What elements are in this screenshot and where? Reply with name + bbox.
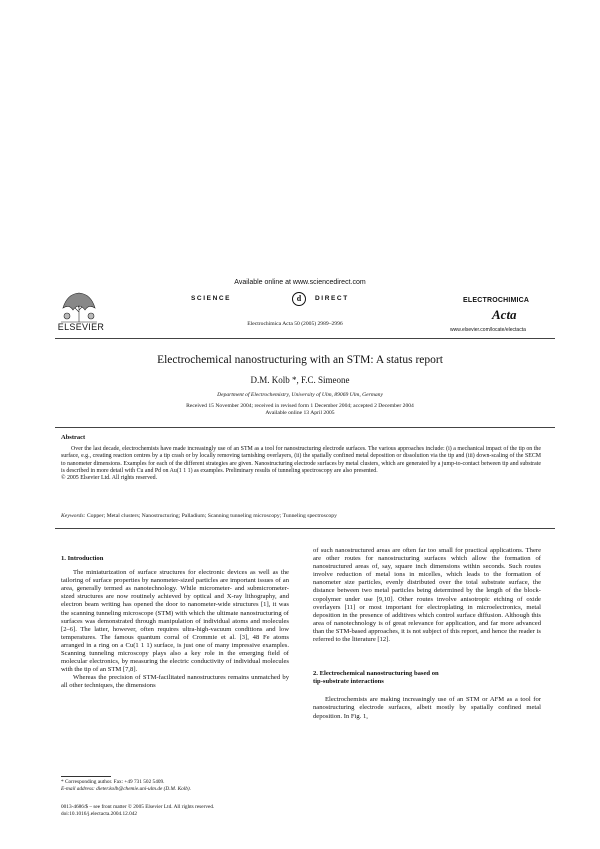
abstract-heading: Abstract bbox=[61, 434, 86, 441]
left-column bbox=[61, 555, 289, 691]
right-paragraph-1: of such nanostructured areas are often far too small for practical applications. There are other routes for nanostructuring surfaces which allow the formation of nanostructured areas of, say, square inch dimensions within seconds. Such routes involve reduction of metal ions in micelles, which leads to the formation of nanometer size particles, evenly distributed over the total substrate surface, the distance between two metal particles being determined by the length of the block-copolymer under use [9,10]. Other routes involve anisotropic etching of oxide overlayers [11] or most important for electroplating in microelectronics, metal deposition in the presence of additives which control surface diffusion. Although this area of nanotechnology is of great relevance for application, and far more advanced than the STM-based approaches, it is not subject of this report, and hence the reader is referred to the literature [12]. bbox=[313, 547, 541, 644]
article-title: Electrochemical nanostructuring with an STM: A status report bbox=[157, 354, 443, 366]
footnote-divider bbox=[61, 776, 111, 777]
abstract-copyright: © 2005 Elsevier Ltd. All rights reserved. bbox=[61, 475, 158, 482]
journal-citation: Electrochimica Acta 50 (2005) 2989–2996 bbox=[247, 321, 343, 327]
issn-doi bbox=[61, 804, 301, 818]
author-email[interactable]: E-mail address: dieter.kolb@chemie.uni-ulm.de (D.M. Kolb). bbox=[61, 786, 192, 792]
abstract-paragraph: Over the last decade, electrochemists have made increasingly use of an STM as a tool for nanostructuring electrode surfaces. The various approaches include: (i) a mechanical impact of the tip on the surface, e.g., creating reaction centres by a tip crash or by locally removing tarnishing overlayers, (ii) the spatially confined metal deposition or dissolution via the tip and (iii) down-scaling of the SECM to nanometer dimensions. Examples for each of the different strategies are given. Nanostructuring electrode surfaces by metal clusters, which are generated by a jump-to-contact between tip and substrate is described in more detail with Cu and Pd on Au(1 1 1) as examples. Preliminary results of tunneling spectroscopy are also presented. bbox=[61, 446, 541, 474]
section2-paragraph-1: Electrochemists are making increasingly use of an STM or AFM as a tool for nanostructuring electrode surfaces, albeit mostly by spatially confined metal deposition. In Fig. 1, bbox=[313, 696, 541, 720]
footnote bbox=[61, 779, 301, 793]
corresponding-author: * Corresponding author. Fax: +49 731 502 5409. bbox=[61, 779, 165, 785]
author-affiliation: Department of Electrochemistry, University of Ulm, 89069 Ulm, Germany bbox=[217, 392, 383, 398]
elsevier-tree-logo bbox=[57, 288, 101, 324]
publisher-name: ELSEVIER bbox=[57, 322, 105, 332]
available-online-text[interactable]: Available online at www.sciencedirect.com bbox=[234, 279, 366, 286]
section2-heading-line2: tip-substrate interactions bbox=[313, 678, 384, 686]
sciencedirect-logo[interactable] bbox=[187, 292, 407, 306]
intro-paragraph-2: Whereas the precision of STM-facilitated nanostructures remains unmatched by all other techniques, the dimensions bbox=[61, 674, 289, 690]
journal-name: ELECTROCHIMICA bbox=[463, 297, 530, 304]
issn-line: 0013-4686/$ – see front matter © 2005 Elsevier Ltd. All rights reserved. bbox=[61, 804, 215, 810]
keywords-list: Copper; Metal clusters; Nanostructuring; Palladium; Scanning tunneling microscopy; Tunneling spectroscopy bbox=[86, 513, 337, 519]
article-dates bbox=[60, 403, 540, 417]
available-date: Available online 13 April 2005 bbox=[265, 410, 335, 416]
intro-paragraph-1: The miniaturization of surface structures for electronic devices as well as the tailoring of surface properties by nanometer-sized particles are important issues of an area, generally termed as nanotechnology. While micrometer- and submicrometer-sized structures are now routinely achieved by optical and X-ray lithography, and electron beam writing has opened the door to nanometer-wide structures [1], it was the scanning tunneling microscope (STM) with which the ultimate nanostructuring of surfaces was demonstrated through manipulation of individual atoms and molecules [2–6]. The latter, however, often requires ultra-high-vacuum conditions and low temperatures. The famous quantum corral of Crommie et al. [3], 48 Fe atoms arranged in a ring on a Cu(1 1 1) surface, is just one of many impressive examples. Scanning tunneling microscopy plays also a key role in the emerging field of molecular electronics, by measuring the electric conductivity of individual molecules with the tip of an STM [7,8]. bbox=[61, 569, 289, 674]
intro-heading: 1. Introduction bbox=[61, 555, 104, 562]
abstract-top-divider bbox=[55, 427, 555, 428]
doi-line[interactable]: doi:10.1016/j.electacta.2004.12.042 bbox=[61, 811, 138, 817]
sciencedirect-mark-icon: d bbox=[292, 292, 306, 306]
sciencedirect-logo-left: SCIENCE bbox=[191, 295, 232, 302]
article-authors: D.M. Kolb *, F.C. Simeone bbox=[250, 375, 350, 385]
right-column bbox=[313, 547, 541, 721]
section2-heading-line1: 2. Electrochemical nanostructuring based on bbox=[313, 670, 439, 678]
abstract-bottom-divider bbox=[55, 528, 555, 529]
abstract-body bbox=[61, 446, 541, 482]
received-dates: Received 15 November 2004; received in revised form 1 December 2004; accepted 2 December 2004 bbox=[186, 403, 414, 409]
header-divider bbox=[55, 338, 555, 339]
keywords-line bbox=[61, 513, 541, 519]
journal-acta: Acta bbox=[492, 307, 517, 322]
journal-url[interactable]: www.elsevier.com/locate/electacta bbox=[450, 327, 526, 333]
keywords-label: Keywords: bbox=[61, 513, 86, 519]
sciencedirect-logo-right: DIRECT bbox=[315, 295, 349, 302]
